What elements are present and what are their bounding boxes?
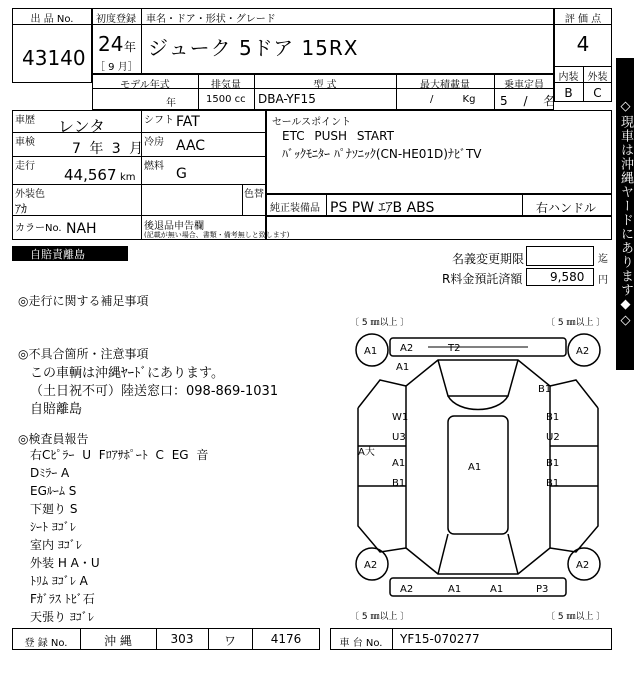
- report-line: 右Cﾋﾟﾗｰ U Fﾛｱｻﾎﾟｰﾄ C EG 音: [30, 448, 209, 462]
- fuel-label: 燃料: [144, 161, 164, 172]
- recycle-unit: 円: [598, 275, 608, 286]
- score: 4: [576, 32, 590, 56]
- insurance-label: 自賠責離島: [30, 248, 85, 261]
- chassis-label: 車 台 No.: [339, 638, 383, 649]
- lot-number: 43140: [22, 46, 86, 70]
- sales-line-1: ETC PUSH START: [282, 129, 394, 143]
- report-line: ﾄﾘﾑ ﾖｺﾞﾚ A: [30, 574, 88, 588]
- name-change-label: 名義変更期限: [452, 252, 525, 266]
- inspection: 7 年 3 月: [72, 141, 144, 157]
- inspection-label: 車検: [15, 137, 35, 148]
- genuine: PS PW ｴｱB ABS: [330, 200, 435, 216]
- mark-front-bumper-m: T2: [448, 343, 461, 354]
- sales-label: セールスポイント: [272, 117, 352, 128]
- year-unit: 年: [124, 40, 137, 54]
- report-line: Fｶﾞﾗｽ ﾄﾋﾞ石: [30, 592, 95, 606]
- report-line: 外装 H A・U: [30, 556, 100, 570]
- displacement-label: 排気量: [211, 80, 241, 91]
- mark-door-fl-u: U3: [392, 432, 406, 443]
- report-line: 室内 ﾖｺﾞﾚ: [30, 538, 82, 552]
- mark-wheel-fl: A1: [364, 346, 378, 357]
- shift-label: シフト: [144, 115, 174, 126]
- mark-front-bumper-l: A2: [400, 343, 414, 354]
- mark-door-rl-b: B1: [392, 478, 406, 489]
- ext-color-label: 外装色: [15, 189, 45, 200]
- car-name: ジューク 5ドア 15RX: [148, 36, 359, 60]
- model-year-label: モデル年式: [120, 80, 170, 91]
- capacity: 5 / 名: [500, 94, 556, 108]
- mark-door-rl-a: A1: [392, 458, 406, 469]
- empty-row: [266, 216, 612, 240]
- mark-wheel-fr: A2: [576, 346, 590, 357]
- mark-rear-p3: P3: [536, 584, 549, 595]
- name-change-unit: 迄: [598, 254, 608, 265]
- history: レンタ: [58, 117, 105, 136]
- color-no: NAH: [66, 221, 97, 237]
- mileage-unit: km: [120, 172, 136, 183]
- exterior-label: 外装: [587, 72, 608, 83]
- report-line: ｼｰﾄ ﾖｺﾞﾚ: [30, 520, 76, 534]
- model-year-unit: 年: [166, 98, 176, 109]
- month-value: ［ 9 月］: [95, 62, 138, 73]
- defect-line: 自賠離島: [30, 402, 83, 417]
- name-change-field: [526, 246, 594, 266]
- capacity-label: 乗車定員: [504, 80, 544, 91]
- mark-rear-a1b: A1: [490, 584, 504, 595]
- recycle-label: R料金預託済額: [442, 272, 523, 286]
- sales-line-2: ﾊﾞｯｸﾓﾆﾀｰ ﾊﾟﾅｿﾆｯｸ(CN-HE01D)ﾅﾋﾞTV: [282, 147, 482, 161]
- inspector-title: ◎検査員報告: [18, 432, 89, 446]
- year-value: 24: [98, 32, 124, 56]
- mileage-label: 走行: [15, 161, 35, 172]
- report-line: 天張り ﾖｺﾞﾚ: [30, 610, 94, 624]
- mark-pillar-l: A大: [358, 447, 375, 458]
- reg-label: 登 録 No.: [24, 638, 68, 649]
- score-label: 評 価 点: [564, 14, 602, 25]
- displacement: 1500 cc: [206, 94, 246, 105]
- recycle-value: 9,580: [550, 270, 585, 284]
- defect-line: この車輌は沖縄ﾔｰﾄﾞにあります。: [30, 366, 224, 381]
- max-load: / Kg: [430, 94, 476, 105]
- lot-label: 出 品 No.: [30, 14, 74, 25]
- interior-label: 内装: [558, 72, 579, 83]
- report-line: 下廻り S: [30, 502, 78, 516]
- report-line: EGﾙｰﾑ S: [30, 484, 77, 498]
- mark-wheel-rl: A2: [364, 560, 378, 571]
- reg-class: 303: [170, 632, 194, 646]
- ac-label: 冷房: [144, 137, 164, 148]
- aftermarket-label: 後退品申告欄: [144, 221, 204, 232]
- mark-wheel-rr: A2: [576, 560, 590, 571]
- exterior-score: C: [593, 86, 602, 100]
- ac: AAC: [176, 138, 206, 154]
- reg-number: 4176: [270, 632, 302, 646]
- defects-title: ◎不具合箇所・注意事項: [18, 347, 149, 361]
- genuine-label: 純正装備品: [270, 203, 320, 214]
- mark-hood: A1: [396, 362, 410, 373]
- shift: FAT: [176, 114, 200, 130]
- max-load-label: 最大積載量: [420, 80, 470, 91]
- tire-depth-rl: 〔 5 ㎜以上 〕: [350, 612, 410, 622]
- first-reg-label: 初度登録: [96, 14, 136, 25]
- mark-door-fl-w: W1: [392, 412, 409, 423]
- reg-kana: ワ: [223, 634, 236, 648]
- mark-door-rr-b2: B1: [546, 478, 560, 489]
- mark-door-fr-b: B1: [546, 412, 560, 423]
- insurance-badge: [12, 246, 128, 261]
- interior-score: B: [564, 86, 573, 100]
- defect-line: （土日祝不可）陸送窓口：098-869-1031: [30, 384, 279, 399]
- tire-depth-rr: 〔 5 ㎜以上 〕: [546, 612, 606, 622]
- color-no-label: カラーNo.: [15, 223, 62, 234]
- mileage: 44,567: [64, 166, 117, 184]
- name-label: 車名・ドア・形状・グレード: [146, 14, 276, 25]
- mark-roof: A1: [468, 462, 482, 473]
- history-label: 車歴: [15, 115, 35, 126]
- mark-front-fender-r: B1: [538, 384, 552, 395]
- type-code: DBA-YF15: [258, 92, 316, 106]
- car-condition-diagram: [340, 316, 616, 624]
- mark-door-rr-b: B1: [546, 458, 560, 469]
- chassis-number: YF15-070277: [400, 632, 480, 646]
- tire-depth-fr: 〔 5 ㎜以上 〕: [546, 318, 606, 328]
- aftermarket-note: (記載が無い場合、書類・備考無しと致します): [144, 231, 290, 239]
- reg-region: 沖 縄: [104, 634, 132, 648]
- ext-color: ｱｶ: [15, 202, 28, 216]
- type-label: 型 式: [313, 80, 337, 91]
- steering: 右ハンドル: [536, 201, 597, 215]
- fuel: G: [176, 166, 187, 182]
- driving-title: ◎走行に関する補足事項: [18, 294, 149, 308]
- tire-depth-fl: 〔 5 ㎜以上 〕: [350, 318, 410, 328]
- mark-door-fr-u: U2: [546, 432, 560, 443]
- mark-rear-a1a: A1: [448, 584, 462, 595]
- mark-rear-a2: A2: [400, 584, 414, 595]
- color-change-label: 色替: [244, 189, 264, 200]
- report-line: Dﾐﾗｰ A: [30, 466, 70, 480]
- yard-notice-sidebar: ◇現車は沖縄ヤードにあります◆◇: [616, 58, 634, 370]
